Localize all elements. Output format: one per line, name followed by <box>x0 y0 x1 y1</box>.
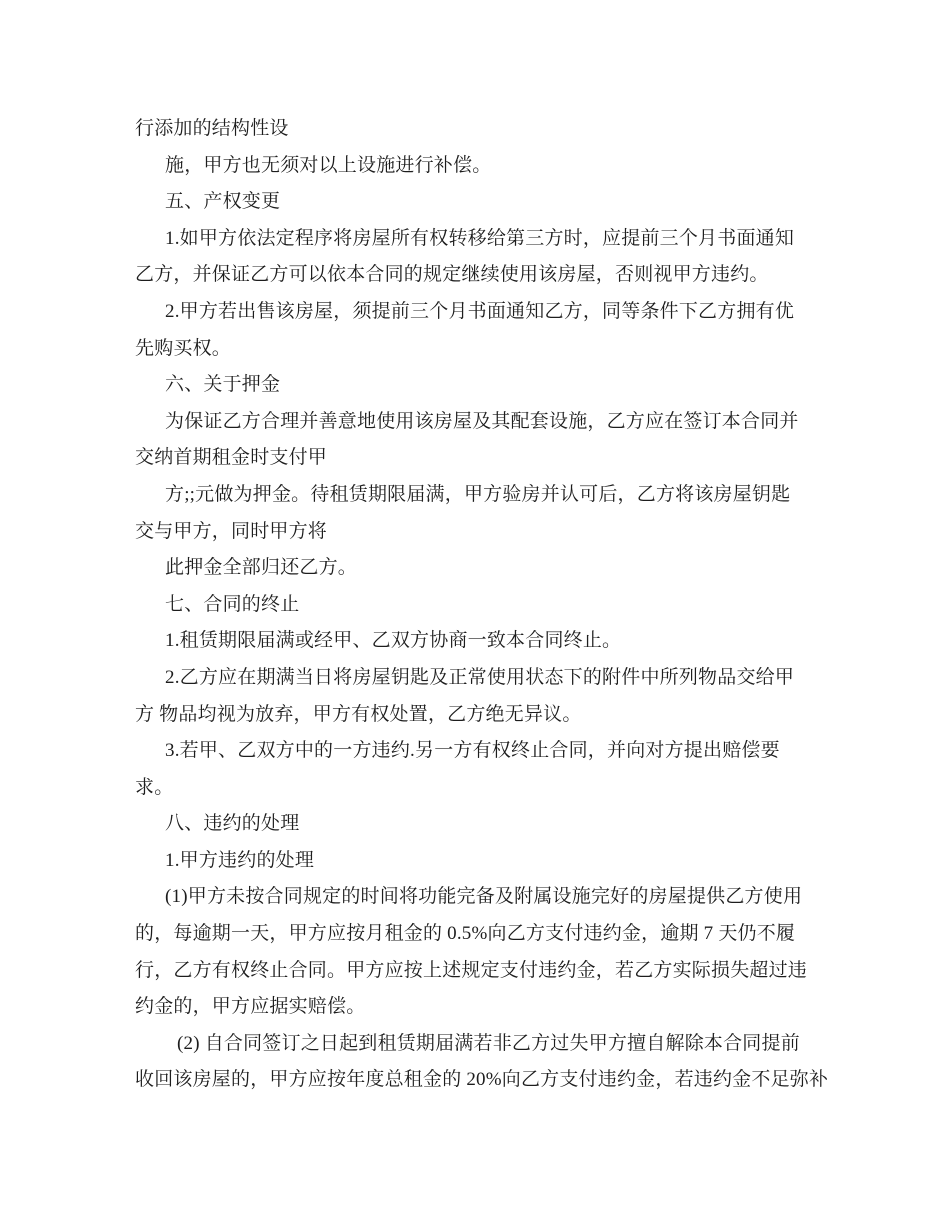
section-heading: 八、违约的处理 <box>165 813 300 835</box>
text-line: 3.若甲、乙双方中的一方违约.另一方有权终止合同，并向对方提出赔偿要 <box>165 740 780 762</box>
text-line: (1)甲方未按合同规定的时间将功能完备及附属设施完好的房屋提供乙方使用 <box>165 886 803 908</box>
text-line: 1.租赁期限届满或经甲、乙双方协商一致本合同终止。 <box>165 630 622 652</box>
text-line: (2) 自合同签订之日起到租赁期届满若非乙方过失甲方擅自解除本合同提前 <box>177 1032 800 1054</box>
text-line: 2.甲方若出售该房屋，须提前三个月书面通知乙方，同等条件下乙方拥有优 <box>165 300 795 322</box>
text-line: 的，每逾期一天，甲方应按月租金的 0.5%向乙方支付违约金，逾期 7 天仍不履 <box>135 923 796 945</box>
text-line: 为保证乙方合理并善意地使用该房屋及其配套设施，乙方应在签订本合同并 <box>165 410 799 432</box>
text-line: 1.如甲方依法定程序将房屋所有权转移给第三方时，应提前三个月书面通知 <box>165 227 795 249</box>
text-line: 行，乙方有权终止合同。甲方应按上述规定支付违约金，若乙方实际损失超过违 <box>135 959 808 981</box>
text-line: 此押金全部归还乙方。 <box>165 557 358 579</box>
text-line: 先购买权。 <box>135 337 232 359</box>
text-line: 交纳首期租金时支付甲 <box>135 447 328 469</box>
text-line: 1.甲方违约的处理 <box>165 849 315 871</box>
text-line: 约金的，甲方应据实赔偿。 <box>135 996 366 1018</box>
text-line: 施，甲方也无须对以上设施进行补偿。 <box>165 154 492 176</box>
text-line: 求。 <box>135 776 174 798</box>
section-heading: 七、合同的终止 <box>165 593 300 615</box>
text-line: 方;;元做为押金。待租赁期限届满，甲方验房并认可后，乙方将该房屋钥匙 <box>165 483 791 505</box>
section-heading: 六、关于押金 <box>165 374 281 396</box>
text-line: 收回该房屋的，甲方应按年度总租金的 20%向乙方支付违约金，若违约金不足弥补 <box>135 1069 829 1091</box>
text-line: 2.乙方应在期满当日将房屋钥匙及正常使用状态下的附件中所列物品交给甲 <box>165 666 795 688</box>
contract-text-block <box>135 111 829 1099</box>
text-line: 交与甲方，同时甲方将 <box>135 520 328 542</box>
text-line: 行添加的结构性设 <box>135 118 289 139</box>
text-line: 乙方，并保证乙方可以依本合同的规定继续使用该房屋，否则视甲方违约。 <box>135 264 769 286</box>
section-heading: 五、产权变更 <box>165 191 281 213</box>
text-line: 方 物品均视为放弃，甲方有权处置，乙方绝无异议。 <box>135 703 582 725</box>
